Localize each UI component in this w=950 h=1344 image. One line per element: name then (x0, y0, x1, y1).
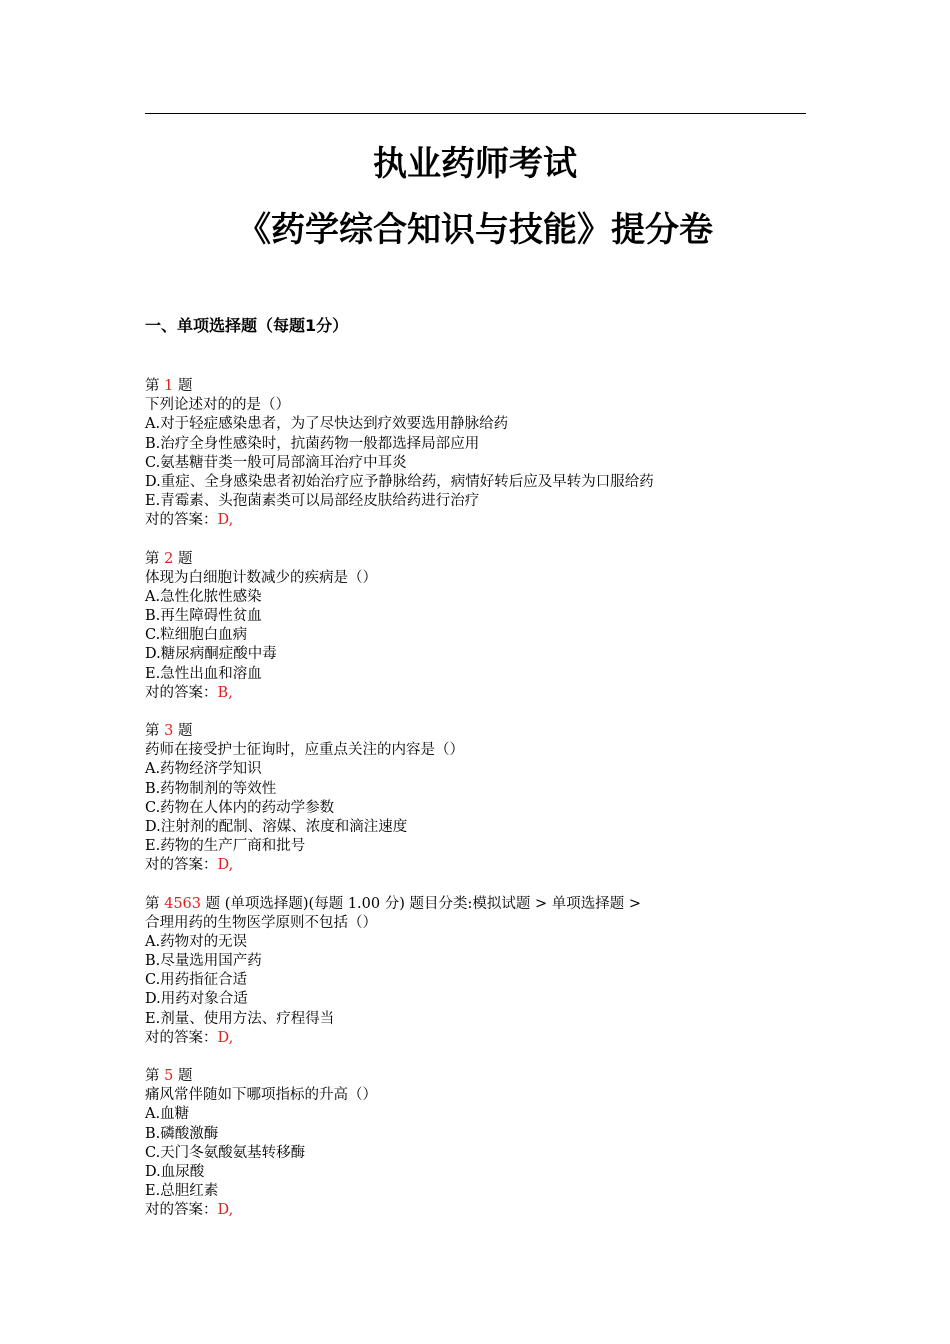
question-option: E.总胆红素 (145, 1183, 219, 1200)
question-option: C.用药指征合适 (145, 972, 248, 989)
section-heading: 一、单项选择题（每题1分） (145, 316, 349, 335)
answer-label: 对的答案： (145, 684, 218, 701)
answer-label: 对的答案： (145, 512, 218, 529)
question-option: D.糖尿病酮症酸中毒 (145, 646, 277, 663)
question-suffix: 题 (201, 895, 221, 912)
question-option: D.用药对象合适 (145, 991, 248, 1008)
question-meta: (单项选择题)(每题 1.00 分) 题目分类:模拟试题 > 单项选择题 > (220, 895, 641, 912)
question-option: D.注射剂的配制、溶媒、浓度和滴注速度 (145, 818, 408, 835)
question-item (145, 722, 825, 876)
question-option: C.氨基糖苷类一般可局部滴耳治疗中耳炎 (145, 454, 407, 471)
question-option: B.药物制剂的等效性 (145, 780, 277, 797)
question-number: 5 (164, 1068, 174, 1084)
question-suffix: 题 (173, 378, 193, 394)
question-option: E.剂量、使用方法、疗程得当 (145, 1010, 335, 1027)
question-option: B.尽量选用国产药 (145, 953, 262, 970)
question-header (145, 895, 825, 914)
question-option: B.磷酸激酶 (145, 1125, 219, 1142)
question-stem: 下列论述对的的是（） (145, 397, 290, 414)
question-option: D.血尿酸 (145, 1163, 205, 1180)
question-stem: 痛风常伴随如下哪项指标的升高（） (145, 1087, 377, 1104)
question-prefix: 第 (145, 550, 165, 567)
question-number: 4563 (164, 895, 202, 912)
question-option: C.药物在人体内的药动学参数 (145, 799, 335, 816)
question-prefix: 第 (145, 378, 165, 394)
document-subtitle: 《药学综合知识与技能》提分卷 (237, 210, 713, 250)
answer-label: 对的答案： (145, 1029, 218, 1046)
answer-line (145, 1201, 825, 1220)
question-header (145, 722, 825, 741)
question-option: D.重症、全身感染患者初始治疗应予静脉给药，病情好转后应及早转为口服给药 (145, 473, 654, 490)
question-stem: 合理用药的生物医学原则不包括（） (145, 914, 377, 931)
question-option: C.粒细胞白血病 (145, 627, 248, 644)
question-header (145, 1067, 825, 1086)
question-stem: 药师在接受护士征询时，应重点关注的内容是（） (145, 742, 464, 759)
question-item (145, 1067, 825, 1221)
answer-line (145, 856, 825, 875)
question-stem: 体现为白细胞计数减少的疾病是（） (145, 569, 377, 586)
answer-label: 对的答案： (145, 1202, 218, 1219)
question-option: A.血糖 (145, 1106, 190, 1123)
answer-line (145, 511, 825, 530)
question-number: 1 (164, 378, 174, 394)
header-rule (145, 113, 806, 114)
question-option: E.青霉素、头孢菌素类可以局部经皮肤给药进行治疗 (145, 493, 480, 510)
answer-line (145, 1029, 825, 1048)
question-option: A.急性化脓性感染 (145, 588, 262, 605)
question-header (145, 550, 825, 569)
question-suffix: 题 (173, 1068, 193, 1084)
question-option: E.急性出血和溶血 (145, 665, 262, 682)
question-option: E.药物的生产厂商和批号 (145, 838, 306, 855)
answer-line (145, 684, 825, 703)
question-option: B.治疗全身性感染时，抗菌药物一般都选择局部应用 (145, 435, 480, 452)
answer-value: B, (217, 684, 233, 701)
answer-value: D, (217, 1202, 234, 1219)
question-list (145, 377, 825, 1240)
question-option: A.药物对的无误 (145, 933, 248, 950)
answer-value: D, (217, 857, 234, 874)
question-prefix: 第 (145, 1068, 165, 1084)
question-option: C.天门冬氨酸氨基转移酶 (145, 1144, 306, 1161)
question-option: A.药物经济学知识 (145, 761, 262, 778)
document-title: 执业药师考试 (373, 144, 577, 184)
question-item (145, 550, 825, 704)
question-item (145, 377, 825, 531)
question-option: A.对于轻症感染患者，为了尽快达到疗效要选用静脉给药 (145, 416, 509, 433)
question-header (145, 377, 825, 396)
question-prefix: 第 (145, 723, 165, 739)
question-suffix: 题 (173, 723, 193, 739)
question-number: 3 (164, 723, 174, 739)
answer-value: D, (217, 512, 234, 529)
answer-value: D, (217, 1029, 234, 1046)
question-number: 2 (164, 550, 174, 567)
question-item (145, 895, 825, 1049)
question-option: B.再生障碍性贫血 (145, 608, 262, 625)
question-suffix: 题 (173, 550, 193, 567)
answer-label: 对的答案： (145, 857, 218, 874)
question-prefix: 第 (145, 895, 165, 912)
